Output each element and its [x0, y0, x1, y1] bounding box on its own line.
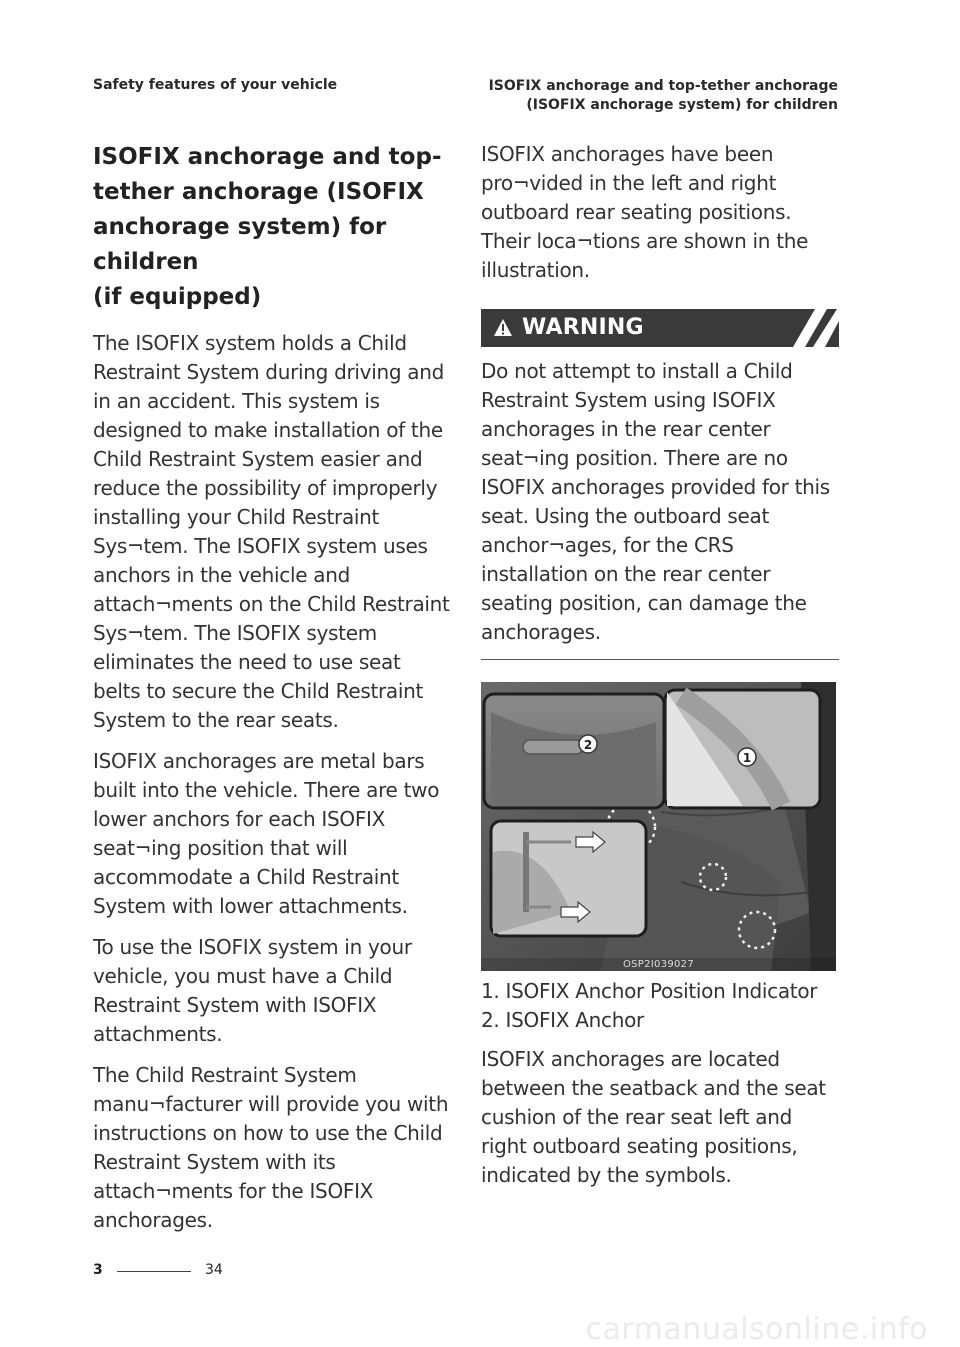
warning-stripes-icon: [783, 309, 839, 347]
running-header-right-line2: (ISOFIX anchorage system) for children: [526, 97, 838, 113]
figure-captions: [481, 977, 839, 1035]
page-number: 34: [205, 1262, 223, 1278]
chapter-number: 3: [93, 1262, 103, 1278]
body-paragraph: The ISOFIX system holds a Child Restraint System during driving and in an accident. This system is designed to make installation of the Child Restraint System easier and reduce the possibility of improperly installing your Child Restraint Sys¬tem. The ISOFIX system uses anchors in the vehicle and attach¬ments on the Child Restraint Sys¬tem. The ISOFIX system eliminates the need to use seat belts to secure the Child Restraint System to the rear seats.: [93, 331, 450, 732]
running-header-right: [478, 77, 838, 115]
seat-illustration: [481, 682, 836, 971]
body-paragraph: To use the ISOFIX system in your vehicle, you must have a Child Restraint System with ISOFIX attachments.: [93, 935, 412, 1046]
figure-code: OSP2I039027: [481, 958, 836, 971]
warning-triangle-icon: [493, 318, 513, 338]
right-column: [481, 140, 839, 1202]
section-title: [93, 140, 453, 315]
left-column: [93, 140, 453, 1247]
page-footer: [93, 1262, 233, 1282]
footer-rule: [117, 1271, 191, 1272]
closing-paragraph: ISOFIX anchorages are located between the seatback and the seat cushion of the rear seat left and right outboard seating positions, indicated by the symbols.: [481, 1047, 826, 1187]
section-title-line4: (if equipped): [93, 284, 262, 310]
body-paragraph: The Child Restraint System manu¬facturer will provide you with instructions on how to use the Child Restraint System with its attach¬ments for the ISOFIX anchorages.: [93, 1063, 449, 1232]
section-title-line3: anchorage system) for children: [93, 214, 387, 275]
isofix-illustration: [481, 682, 836, 971]
caption-item: 2. ISOFIX Anchor: [481, 1008, 644, 1032]
warning-end-rule: [481, 659, 839, 660]
body-paragraph: ISOFIX anchorages are metal bars built into the vehicle. There are two lower anchors for each ISOFIX seat¬ing position that will accommodate a Child Restraint System with lower attachments.: [93, 749, 440, 918]
warning-text: Do not attempt to install a Child Restraint System using ISOFIX anchorages in the rear center seat¬ing position. There are no ISOFIX anchorages provided for this seat. Using the outboard seat anchor¬ages, for the CRS installation on the rear center seating position, can damage the anchorages.: [481, 359, 830, 644]
site-watermark: carmanualsonline.info: [585, 1312, 928, 1347]
callout-2: 2: [583, 738, 593, 752]
section-title-line1: ISOFIX anchorage and top-: [93, 144, 442, 170]
running-header-right-line1: ISOFIX anchorage and top-tether anchorage: [488, 78, 838, 94]
caption-item: 1. ISOFIX Anchor Position Indicator: [481, 979, 818, 1003]
callout-1: 1: [742, 751, 752, 765]
running-header-left: Safety features of your vehicle: [93, 77, 338, 93]
warning-label: WARNING: [522, 315, 644, 340]
warning-banner: [481, 309, 839, 347]
section-title-line2: tether anchorage (ISOFIX: [93, 179, 424, 205]
intro-paragraph: ISOFIX anchorages have been pro¬vided in the left and right outboard rear seating positions. Their loca¬tions are shown in the illustration.: [481, 142, 809, 282]
